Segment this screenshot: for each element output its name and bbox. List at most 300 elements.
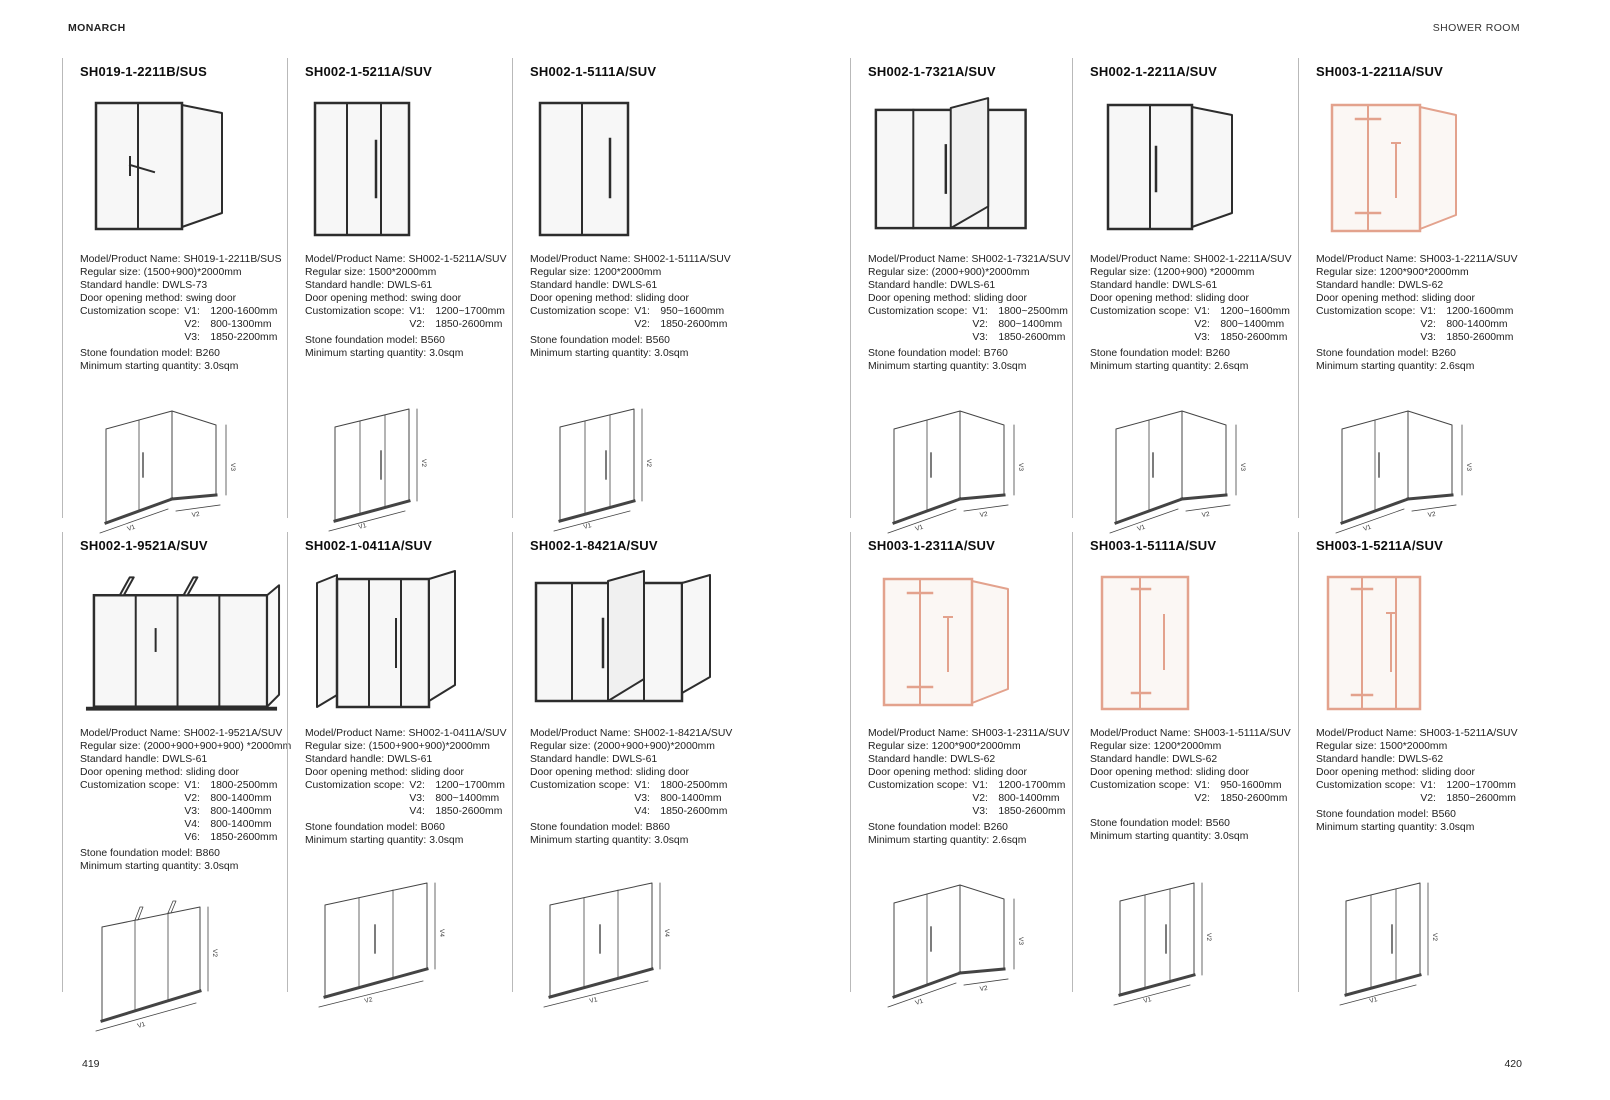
spec-block [1316, 727, 1533, 853]
qty-row-label: Minimum starting quantity: [1090, 361, 1212, 372]
scope-range: 1850-2600mm [435, 806, 503, 817]
scope-key: V1: [1194, 780, 1210, 791]
svg-text:V1: V1 [136, 1021, 147, 1030]
product-card [62, 532, 292, 1030]
scope-key: V1: [972, 780, 988, 791]
qty-row [1090, 360, 1292, 373]
handle-row-value: DWLS-62 [1398, 754, 1444, 765]
handle-row-value: DWLS-61 [162, 754, 208, 765]
scope-range: 1850-2600mm [1220, 793, 1288, 804]
product-card [62, 58, 287, 533]
page-number-left: 419 [82, 1058, 100, 1070]
scope-label: Customization scope: [80, 306, 180, 317]
iso-drawing-area [305, 853, 512, 1020]
size-row-value: 1500*2000mm [1379, 741, 1448, 752]
qty-row [868, 360, 1065, 373]
spec-block [530, 253, 742, 379]
scope-list [184, 779, 277, 844]
scope-range: 800-1400mm [210, 806, 272, 817]
product-card [1298, 58, 1533, 533]
size-row-label: Regular size: [305, 741, 366, 752]
qty-row [80, 860, 287, 873]
scope-range: 1800-2500mm [660, 780, 728, 791]
scope-key: V2: [972, 319, 988, 330]
spec-block [530, 727, 742, 853]
scope-list [972, 305, 1068, 344]
size-row-value: 1200*900*2000mm [931, 741, 1021, 752]
scope-key: V6: [184, 832, 200, 843]
door-row [305, 766, 512, 779]
handle-row [530, 279, 742, 292]
iso-drawing-area [530, 853, 742, 1020]
size-row-label: Regular size: [1090, 267, 1151, 278]
stone-row-label: Stone foundation model: [530, 822, 643, 833]
product-card [287, 532, 512, 1005]
qty-row-value: 3.0sqm [429, 348, 464, 359]
scope-entry [1420, 792, 1516, 805]
qty-row-value: 3.0sqm [204, 861, 239, 872]
scope-range: 1200-1600mm [1446, 306, 1514, 317]
scope-key: V3: [1194, 332, 1210, 343]
qty-row [1090, 830, 1292, 843]
scope-key: V1: [409, 306, 425, 317]
scope-key: V3: [184, 332, 200, 343]
scope-entry [184, 779, 277, 792]
scope-row [1090, 779, 1292, 805]
section-title: SHOWER ROOM [1432, 22, 1520, 34]
svg-text:V3: V3 [1017, 463, 1024, 471]
door-row-value: sliding door [185, 767, 239, 778]
product-code: SH003-1-2311A/SUV [868, 538, 995, 553]
product-front-drawing [1316, 567, 1434, 719]
product-code: SH002-1-7321A/SUV [868, 64, 996, 79]
stone-row [868, 347, 1065, 360]
handle-row-value: DWLS-62 [1398, 280, 1444, 291]
scope-label: Customization scope: [868, 780, 968, 791]
stone-row [530, 821, 742, 834]
door-row-value: sliding door [1195, 767, 1249, 778]
qty-row-value: 2.6sqm [1214, 361, 1249, 372]
handle-row-label: Standard handle: [80, 280, 160, 291]
scope-range: 1850-2600mm [210, 832, 278, 843]
size-row [80, 740, 292, 753]
scope-range: 800~1400mm [1220, 319, 1285, 330]
qty-row-label: Minimum starting quantity: [305, 835, 427, 846]
scope-label: Customization scope: [1090, 780, 1190, 791]
model-row-label: Model/Product Name: [868, 728, 969, 739]
scope-key: V4: [184, 819, 200, 830]
handle-row [1316, 753, 1533, 766]
product-iso-drawing [305, 391, 475, 541]
scope-range: 1850~2600mm [1446, 793, 1516, 804]
scope-key: V2: [972, 793, 988, 804]
svg-text:V1: V1 [1362, 523, 1373, 533]
model-row-value: SH003-1-2211A/SUV [1419, 254, 1518, 265]
size-row [305, 266, 512, 279]
scope-range: 950-1600mm [1220, 780, 1282, 791]
stone-row [305, 821, 512, 834]
svg-text:V2: V2 [645, 459, 652, 467]
model-row-value: SH003-1-5211A/SUV [1419, 728, 1518, 739]
qty-row-label: Minimum starting quantity: [80, 361, 202, 372]
model-row [305, 727, 512, 740]
door-row [1316, 766, 1533, 779]
svg-text:V2: V2 [979, 510, 989, 519]
product-front-drawing [868, 93, 1065, 245]
size-row-label: Regular size: [1316, 741, 1377, 752]
scope-entry [972, 318, 1068, 331]
handle-row-value: DWLS-73 [162, 280, 208, 291]
scope-entry [409, 779, 505, 792]
svg-text:V2: V2 [1205, 933, 1212, 941]
model-row [80, 727, 287, 740]
size-row-label: Regular size: [868, 267, 929, 278]
model-row-label: Model/Product Name: [1090, 728, 1191, 739]
stone-row [1316, 347, 1533, 360]
size-row-label: Regular size: [1316, 267, 1377, 278]
door-row-label: Door opening method: [868, 767, 971, 778]
product-card [1072, 532, 1292, 1005]
size-row-value: (2000+900+900)*2000mm [593, 741, 715, 752]
product-iso-drawing [1090, 865, 1260, 1015]
front-drawing-area [530, 557, 742, 727]
svg-text:V4: V4 [438, 929, 445, 937]
scope-list [409, 779, 505, 818]
scope-key: V2: [1194, 793, 1210, 804]
handle-row [530, 753, 742, 766]
product-card [512, 532, 742, 1005]
scope-range: 800-1400mm [998, 793, 1060, 804]
qty-row-value: 3.0sqm [429, 835, 464, 846]
product-card [850, 58, 1071, 533]
model-row-label: Model/Product Name: [1090, 254, 1191, 265]
svg-text:V1: V1 [1136, 523, 1147, 533]
product-front-drawing [305, 567, 485, 719]
door-row-value: sliding door [1421, 767, 1475, 778]
scope-entry [634, 779, 727, 792]
scope-range: 1200~1700mm [1446, 780, 1516, 791]
svg-text:V2: V2 [363, 996, 374, 1005]
handle-row-value: DWLS-62 [950, 754, 996, 765]
stone-row-label: Stone foundation model: [530, 335, 643, 346]
size-row [868, 740, 1065, 753]
scope-key: V1: [634, 306, 650, 317]
model-row-label: Model/Product Name: [305, 254, 406, 265]
model-row-label: Model/Product Name: [530, 728, 631, 739]
scope-list [634, 779, 727, 818]
size-row-value: 1500*2000mm [368, 267, 437, 278]
svg-text:V2: V2 [191, 510, 201, 519]
scope-row [868, 305, 1068, 344]
scope-row [80, 779, 287, 844]
spec-block [305, 253, 512, 379]
stone-row-value: B560 [1431, 809, 1456, 820]
product-card [1072, 58, 1292, 533]
size-row [868, 266, 1065, 279]
scope-entry [972, 305, 1068, 318]
handle-row-label: Standard handle: [530, 754, 610, 765]
size-row [305, 740, 512, 753]
size-row-label: Regular size: [1090, 741, 1151, 752]
front-drawing-area [305, 83, 512, 253]
scope-label: Customization scope: [1316, 306, 1416, 317]
scope-key: V2: [1420, 793, 1436, 804]
front-drawing-area [530, 83, 742, 253]
scope-range: 1200-1700mm [998, 780, 1066, 791]
stone-row-label: Stone foundation model: [868, 822, 981, 833]
spec-block [80, 253, 287, 379]
iso-drawing-area [80, 379, 287, 546]
product-front-drawing [80, 567, 287, 719]
scope-key: V3: [184, 806, 200, 817]
door-row-value: sliding door [1195, 293, 1249, 304]
scope-key: V4: [409, 806, 425, 817]
scope-entry [184, 818, 277, 831]
scope-entry [184, 305, 277, 318]
model-row [868, 253, 1071, 266]
scope-label: Customization scope: [1090, 306, 1190, 317]
scope-range: 1850-2600mm [435, 319, 503, 330]
scope-range: 1850-2600mm [660, 319, 728, 330]
qty-row [1316, 360, 1533, 373]
model-row [530, 253, 742, 266]
scope-key: V3: [972, 806, 988, 817]
handle-row-label: Standard handle: [1090, 754, 1170, 765]
svg-text:V2: V2 [420, 459, 427, 467]
size-row-value: 1200*2000mm [593, 267, 662, 278]
qty-row [868, 834, 1065, 847]
size-row-value: (2000+900)*2000mm [931, 267, 1030, 278]
scope-list [1194, 305, 1290, 344]
door-row-value: sliding door [973, 293, 1027, 304]
scope-range: 950~1600mm [660, 306, 725, 317]
handle-row-label: Standard handle: [1316, 754, 1396, 765]
qty-row-label: Minimum starting quantity: [530, 835, 652, 846]
stone-row-label: Stone foundation model: [80, 348, 193, 359]
handle-row-value: DWLS-61 [387, 754, 433, 765]
product-front-drawing [1316, 93, 1476, 245]
stone-row-label: Stone foundation model: [1090, 818, 1203, 829]
scope-key: V2: [184, 793, 200, 804]
product-iso-drawing [868, 865, 1038, 1015]
product-code: SH019-1-2211B/SUS [80, 64, 207, 79]
stone-row-label: Stone foundation model: [868, 348, 981, 359]
scope-row [530, 305, 742, 331]
door-row-label: Door opening method: [1316, 767, 1419, 778]
spec-block [1090, 727, 1292, 853]
product-iso-drawing [1090, 391, 1260, 541]
scope-key: V1: [184, 780, 200, 791]
handle-row [1090, 279, 1292, 292]
front-drawing-area [80, 557, 287, 727]
product-iso-drawing [80, 391, 250, 541]
iso-drawing-area [868, 379, 1065, 546]
scope-label: Customization scope: [305, 306, 405, 317]
model-row [1316, 253, 1533, 266]
qty-row-label: Minimum starting quantity: [1316, 361, 1438, 372]
stone-row-value: B560 [420, 335, 445, 346]
door-row-label: Door opening method: [1090, 293, 1193, 304]
spec-block [868, 727, 1070, 853]
scope-entry [1194, 779, 1287, 792]
iso-drawing-area [868, 853, 1065, 1020]
iso-drawing-area [1090, 853, 1292, 1020]
model-row-value: SH002-1-0411A/SUV [408, 728, 507, 739]
stone-row-label: Stone foundation model: [305, 822, 418, 833]
scope-entry [1420, 318, 1513, 331]
product-front-drawing [305, 93, 423, 245]
handle-row [305, 753, 512, 766]
scope-key: V2: [409, 319, 425, 330]
scope-key: V4: [634, 806, 650, 817]
door-row [305, 292, 512, 305]
size-row-label: Regular size: [868, 741, 929, 752]
front-drawing-area [1316, 557, 1533, 727]
page-number-right: 420 [1504, 1058, 1522, 1070]
qty-row-label: Minimum starting quantity: [1090, 831, 1212, 842]
svg-text:V1: V1 [588, 996, 599, 1005]
product-card [512, 58, 742, 531]
front-drawing-area [868, 83, 1065, 253]
scope-range: 1800~2500mm [998, 306, 1068, 317]
scope-label: Customization scope: [305, 780, 405, 791]
stone-row [305, 334, 512, 347]
size-row [530, 266, 742, 279]
svg-text:V3: V3 [229, 463, 236, 471]
svg-text:V3: V3 [1239, 463, 1246, 471]
handle-row-label: Standard handle: [305, 754, 385, 765]
scope-range: 1850-2200mm [210, 332, 278, 343]
stone-row-value: B860 [195, 848, 220, 859]
product-front-drawing [1090, 567, 1202, 719]
scope-range: 800-1400mm [660, 793, 722, 804]
model-row [868, 727, 1070, 740]
svg-text:V2: V2 [1201, 510, 1211, 519]
model-row [1316, 727, 1533, 740]
stone-row-value: B260 [195, 348, 220, 359]
handle-row-label: Standard handle: [530, 280, 610, 291]
svg-text:V3: V3 [1017, 937, 1024, 945]
svg-text:V1: V1 [357, 522, 368, 531]
scope-list [184, 305, 277, 344]
qty-row-value: 3.0sqm [204, 361, 239, 372]
scope-list [409, 305, 505, 331]
model-row-value: SH002-1-7321A/SUV [971, 254, 1071, 265]
stone-row-value: B560 [645, 335, 670, 346]
model-row-value: SH002-1-5211A/SUV [408, 254, 507, 265]
handle-row-value: DWLS-61 [1172, 280, 1218, 291]
product-code: SH002-1-2211A/SUV [1090, 64, 1217, 79]
door-row-value: sliding door [635, 293, 689, 304]
model-row [305, 253, 512, 266]
product-iso-drawing [80, 885, 250, 1035]
scope-range: 800~1400mm [435, 793, 500, 804]
stone-row-label: Stone foundation model: [305, 335, 418, 346]
svg-text:V1: V1 [1368, 996, 1379, 1005]
scope-key: V3: [972, 332, 988, 343]
model-row-label: Model/Product Name: [305, 728, 406, 739]
handle-row-label: Standard handle: [1316, 280, 1396, 291]
stone-row [1316, 808, 1533, 821]
size-row-label: Regular size: [305, 267, 366, 278]
qty-row-label: Minimum starting quantity: [305, 348, 427, 359]
product-code: SH002-1-9521A/SUV [80, 538, 208, 553]
svg-text:V1: V1 [914, 523, 925, 533]
scope-range: 1850-2600mm [998, 332, 1066, 343]
stone-row [530, 334, 742, 347]
door-row-label: Door opening method: [80, 293, 183, 304]
scope-key: V1: [972, 306, 988, 317]
qty-row-label: Minimum starting quantity: [868, 835, 990, 846]
door-row [868, 766, 1065, 779]
scope-range: 1800-2500mm [210, 780, 278, 791]
door-row-value: swing door [185, 293, 237, 304]
scope-key: V3: [409, 793, 425, 804]
product-code: SH002-1-5211A/SUV [305, 64, 432, 79]
model-row-label: Model/Product Name: [80, 728, 181, 739]
stone-row-value: B260 [1431, 348, 1456, 359]
qty-row [1316, 821, 1533, 834]
scope-key: V1: [634, 780, 650, 791]
scope-entry [184, 805, 277, 818]
size-row [1090, 266, 1292, 279]
size-row [80, 266, 287, 279]
handle-row-value: DWLS-61 [950, 280, 996, 291]
qty-row-value: 3.0sqm [1440, 822, 1475, 833]
model-row [1090, 727, 1292, 740]
qty-row-label: Minimum starting quantity: [868, 361, 990, 372]
size-row [530, 740, 742, 753]
front-drawing-area [305, 557, 512, 727]
scope-entry [1420, 331, 1513, 344]
door-row [1316, 292, 1533, 305]
scope-entry [1194, 305, 1290, 318]
scope-row [305, 779, 512, 818]
stone-row-label: Stone foundation model: [1090, 348, 1203, 359]
size-row-value: 1200*900*2000mm [1379, 267, 1469, 278]
handle-row [868, 279, 1065, 292]
product-code: SH002-1-0411A/SUV [305, 538, 432, 553]
product-iso-drawing [868, 391, 1038, 541]
handle-row [1090, 753, 1292, 766]
stone-row-value: B760 [983, 348, 1008, 359]
scope-row [1316, 779, 1533, 805]
scope-key: V2: [1420, 319, 1436, 330]
scope-list [972, 779, 1065, 818]
model-row-label: Model/Product Name: [530, 254, 631, 265]
svg-text:V2: V2 [1427, 510, 1437, 519]
scope-entry [409, 318, 505, 331]
product-code: SH003-1-2211A/SUV [1316, 64, 1443, 79]
scope-list [634, 305, 727, 331]
front-drawing-area [1090, 83, 1292, 253]
scope-label: Customization scope: [530, 306, 630, 317]
size-row-value: (1500+900)*2000mm [143, 267, 242, 278]
scope-entry [409, 805, 505, 818]
scope-range: 1200~1600mm [1220, 306, 1290, 317]
qty-row-value: 3.0sqm [654, 348, 689, 359]
scope-entry [184, 831, 277, 844]
scope-key: V2: [634, 319, 650, 330]
size-row-value: (1200+900) *2000mm [1153, 267, 1255, 278]
size-row [1090, 740, 1292, 753]
qty-row-value: 3.0sqm [992, 361, 1027, 372]
qty-row-value: 2.6sqm [992, 835, 1027, 846]
scope-label: Customization scope: [530, 780, 630, 791]
stone-row-value: B060 [420, 822, 445, 833]
door-row [80, 766, 287, 779]
svg-text:V4: V4 [663, 929, 670, 937]
